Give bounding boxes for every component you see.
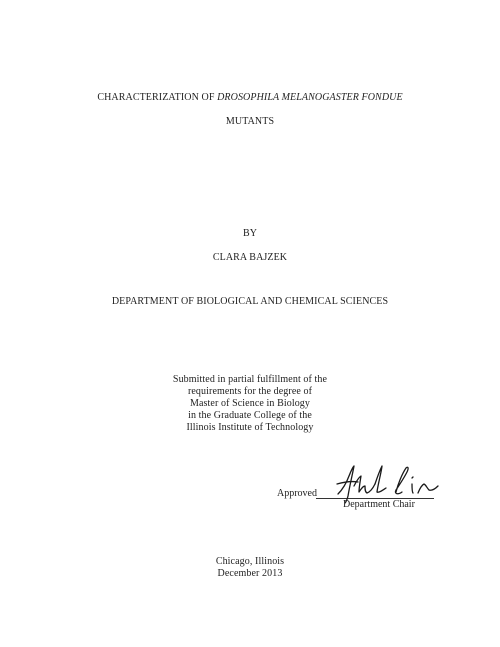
submission-line-4: in the Graduate College of the bbox=[188, 410, 312, 421]
submission-line-5: Illinois Institute of Technology bbox=[186, 422, 314, 433]
submission-line-2: requirements for the degree of bbox=[187, 386, 313, 397]
submission-date: December 2013 bbox=[217, 568, 283, 579]
by-label: BY bbox=[242, 228, 258, 239]
author-name: CLARA BAJZEK bbox=[212, 252, 288, 263]
thesis-title-line-1 bbox=[0, 92, 500, 104]
submission-line-1: Submitted in partial fulfillment of the bbox=[172, 374, 328, 385]
approved-label: Approved bbox=[277, 488, 317, 499]
location: Chicago, Illinois bbox=[215, 556, 285, 567]
department-name: DEPARTMENT OF BIOLOGICAL AND CHEMICAL SCIENCES bbox=[111, 296, 389, 307]
thesis-title-prefix: CHARACTERIZATION OF bbox=[97, 92, 218, 103]
submission-statement bbox=[0, 374, 500, 434]
approval-block bbox=[0, 462, 500, 522]
submission-line-3: Master of Science in Biology bbox=[190, 398, 310, 409]
department-chair-label: Department Chair bbox=[343, 499, 415, 510]
thesis-title-line-2: MUTANTS bbox=[225, 116, 275, 127]
thesis-title-species: DROSOPHILA MELANOGASTER FONDUE bbox=[217, 92, 403, 103]
